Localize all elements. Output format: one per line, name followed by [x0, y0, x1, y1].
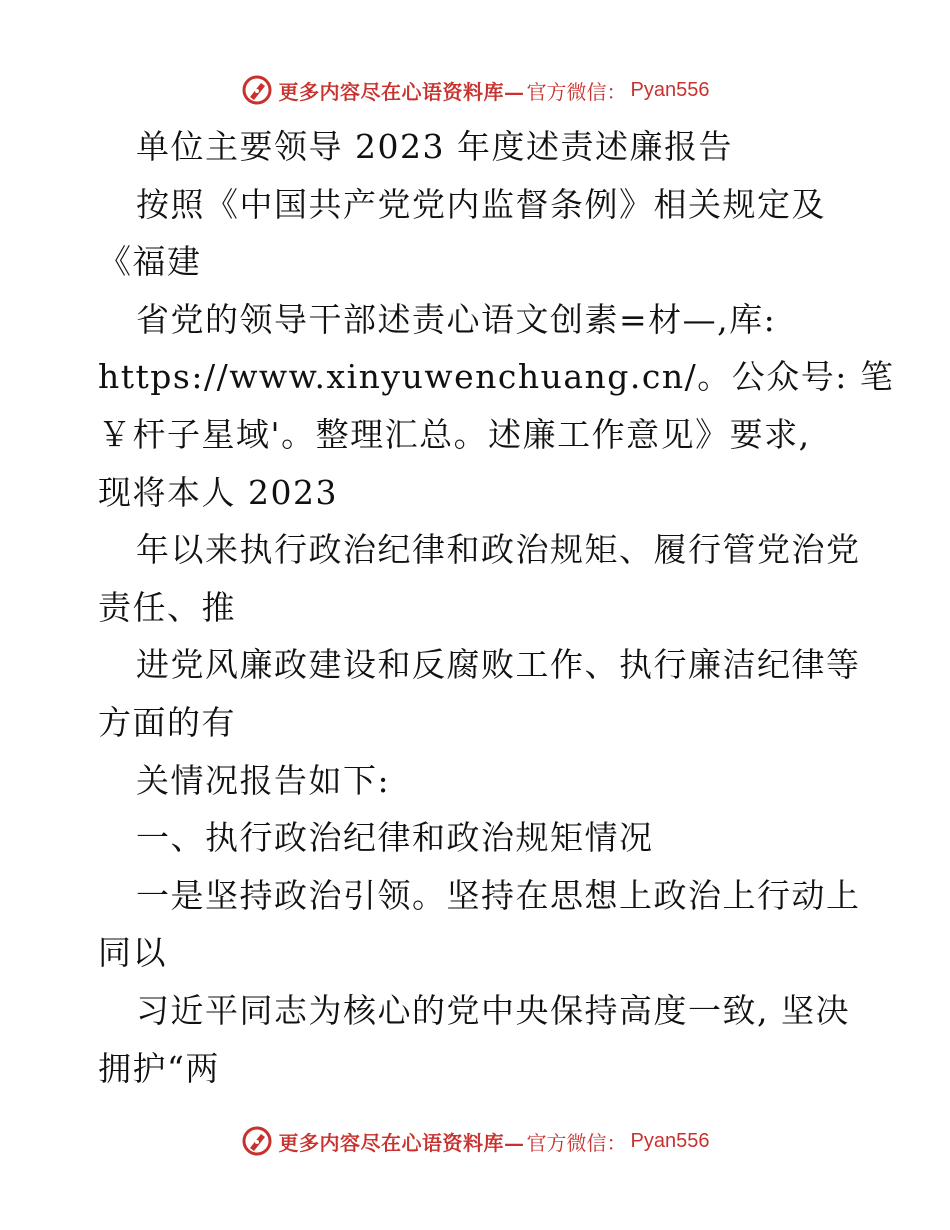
document-line: 省党的领导干部述责心语文创素=材—,库:: [136, 299, 777, 339]
document-line: 按照《中国共产党党内监督条例》相关规定及: [136, 184, 826, 224]
document-line: 一、执行政治纪律和政治规矩情况: [136, 818, 654, 858]
document-line: 进党风廉政建设和反腐败工作、执行廉洁纪律等: [136, 645, 861, 685]
watermark-text: 更多内容尽在心语资料库—: [278, 1130, 525, 1155]
watermark-wechat-label: 官方微信：: [526, 79, 627, 104]
document-line: 一是坚持政治引领。坚持在思想上政治上行动上: [136, 875, 861, 915]
document-line: 《福建: [98, 242, 202, 282]
pen-nib-circle-icon: [241, 74, 273, 106]
watermark-wechat-id: Pyan556: [630, 78, 710, 101]
document-line: 关情况报告如下:: [136, 760, 391, 800]
document-line: 年以来执行政治纪律和政治规矩、履行管党治党: [136, 530, 861, 570]
document-line: 责任、推: [98, 587, 236, 627]
watermark-header: [0, 70, 950, 110]
document-line: 单位主要领导 2023 年度述责述廉报告: [136, 127, 733, 166]
document-body: [98, 118, 895, 1097]
document-line: 现将本人 2023: [98, 472, 338, 512]
document-line: https://www.xinyuwenchuang.cn/。公众号: 笔: [98, 357, 895, 397]
document-line: 方面的有: [98, 702, 236, 742]
document-line: 拥护“两: [98, 1048, 220, 1088]
watermark-text: 更多内容尽在心语资料库—: [278, 79, 525, 104]
document-line: ￥杆子星域'。整理汇总。述廉工作意见》要求,: [98, 414, 811, 454]
watermark-wechat-id: Pyan556: [630, 1129, 710, 1152]
document-line: 同以: [98, 933, 167, 973]
watermark-footer: [0, 1121, 950, 1161]
document-line: 习近平同志为核心的党中央保持高度一致, 坚决: [136, 990, 850, 1030]
watermark-wechat-label: 官方微信：: [526, 1130, 627, 1155]
pen-nib-circle-icon: [241, 1125, 273, 1157]
